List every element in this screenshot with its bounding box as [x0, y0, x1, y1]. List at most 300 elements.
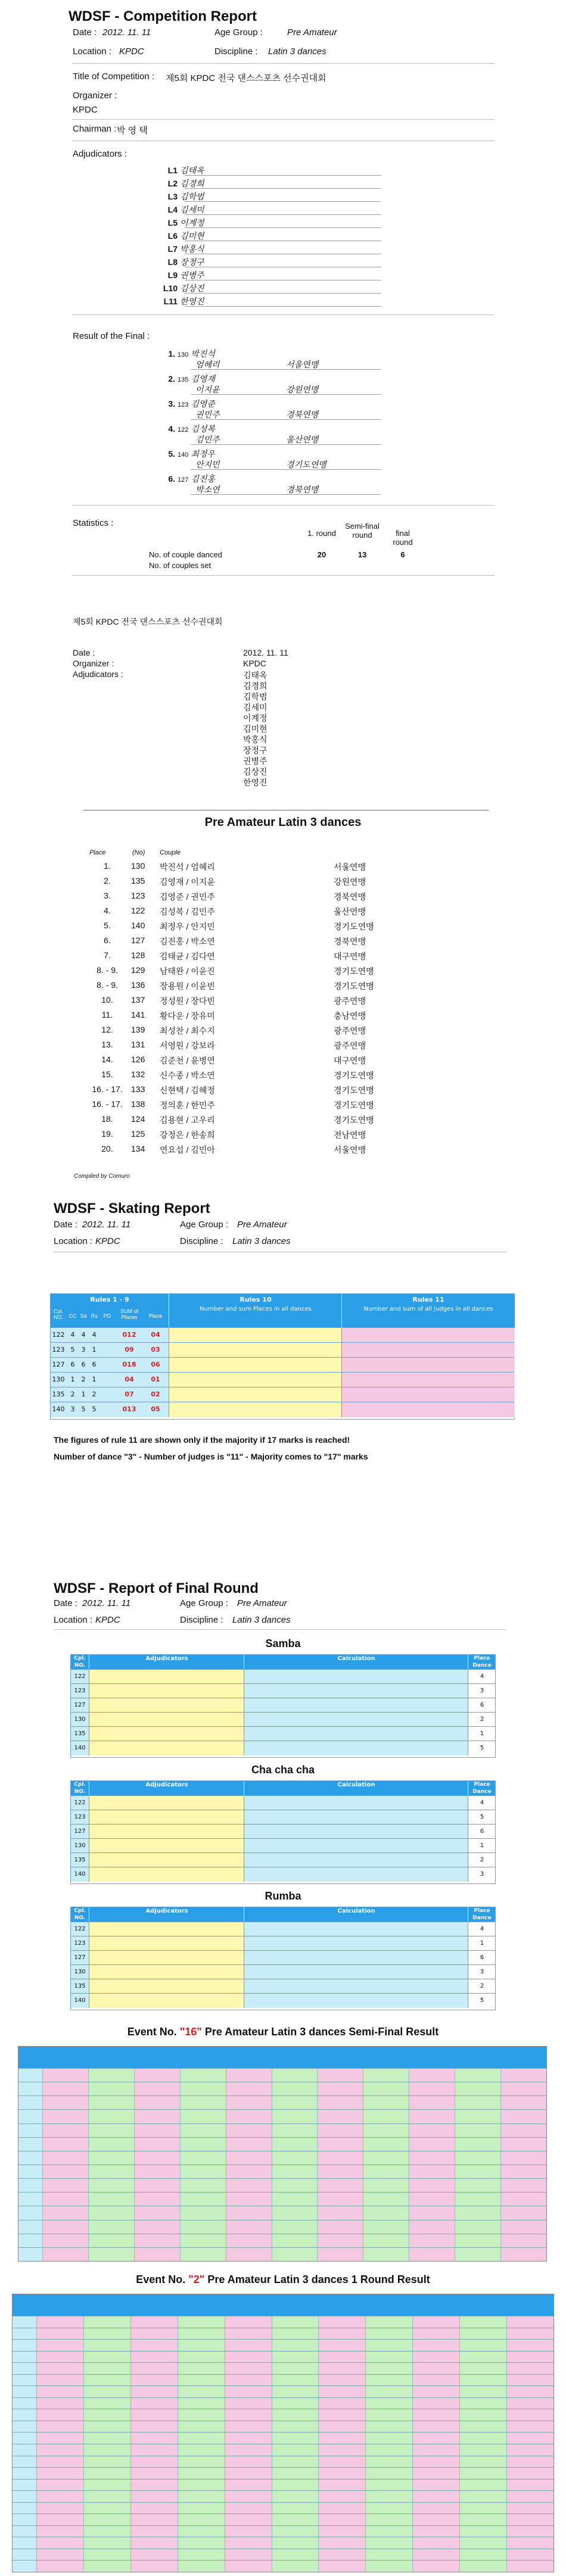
grid-cell	[130, 2468, 178, 2480]
adjudicator-name: 김세미	[180, 205, 204, 214]
grid-cell	[506, 2363, 553, 2375]
skating-sa: 6	[81, 1361, 86, 1368]
grid-cell	[363, 2124, 409, 2138]
result-place: 20.	[101, 1144, 113, 1153]
grid-cell	[83, 2444, 130, 2456]
grid-cell	[365, 2398, 412, 2410]
grid-cell	[412, 2549, 459, 2561]
skating-place: 04	[151, 1331, 160, 1339]
grid-row	[18, 2234, 546, 2248]
grid-row	[13, 2397, 553, 2410]
dance-row-place: 3	[468, 1867, 496, 1882]
dance-row-place: 3	[468, 1965, 496, 1979]
dance-row-place: 1	[468, 1936, 496, 1951]
grid-cell	[500, 2165, 546, 2179]
grid-cell	[130, 2480, 178, 2491]
grid-cell	[83, 2537, 130, 2549]
grid-cell	[459, 2421, 506, 2433]
dance-name: Rumba	[265, 1890, 301, 1902]
result-place: 12.	[101, 1025, 113, 1034]
grid-cell	[317, 2248, 363, 2262]
grid-row-no	[18, 2248, 42, 2262]
grid-cell	[225, 2409, 272, 2421]
grid-cell	[365, 2432, 412, 2444]
grid-cell	[134, 2096, 180, 2110]
grid-cell	[130, 2526, 178, 2538]
grid-cell	[130, 2456, 178, 2468]
dance-row-calc	[244, 1994, 468, 2008]
grid-row-no	[13, 2398, 36, 2410]
grid-cell	[88, 2206, 134, 2220]
skating-cc: 4	[70, 1331, 75, 1339]
round1-event-no: "2"	[188, 2274, 205, 2285]
skating-place: 01	[151, 1376, 160, 1383]
dance-row-place: 2	[468, 1853, 496, 1867]
grid-cell	[318, 2480, 365, 2491]
skating-ru: 6	[92, 1361, 97, 1368]
skating-sa: 1	[81, 1390, 86, 1398]
grid-cell	[409, 2151, 455, 2165]
dance-row-no: 135	[71, 1727, 89, 1741]
grid-cell	[36, 2480, 83, 2491]
competition-report	[0, 0, 566, 595]
grid-cell	[272, 2110, 318, 2123]
grid-cell	[459, 2561, 506, 2572]
grid-cell	[459, 2363, 506, 2375]
discipline-label: Discipline :	[214, 46, 258, 57]
grid-cell	[180, 2138, 226, 2151]
final-place: 2.	[168, 374, 175, 383]
result-no: 132	[131, 1069, 145, 1079]
result-no: 137	[131, 995, 145, 1005]
skating-age-label: Age Group :	[180, 1220, 228, 1230]
grid-cell	[178, 2316, 225, 2328]
event-adjudicator-name: 한영진	[243, 778, 268, 787]
dance-row-no: 122	[71, 1922, 89, 1936]
dance-row-no: 122	[71, 1670, 89, 1684]
rules10-cells	[169, 1328, 342, 1343]
result-team: 경기도연맹	[334, 981, 374, 991]
grid-cell	[500, 2248, 546, 2262]
grid-header	[13, 2294, 553, 2316]
result-team: 전남연맹	[334, 1130, 366, 1140]
dance-name: Cha cha cha	[251, 1764, 315, 1776]
grid-cell	[272, 2328, 319, 2340]
grid-cell	[226, 2179, 272, 2193]
dance-name: Samba	[265, 1638, 301, 1649]
grid-cell	[83, 2561, 130, 2572]
final-name-2: 박소연	[195, 485, 220, 494]
result-names: 강정은 / 한송희	[160, 1130, 215, 1140]
skating-row	[51, 1342, 514, 1358]
result-team: 강원연맹	[334, 877, 366, 887]
result-team: 경기도연맹	[334, 966, 374, 976]
skating-ru: 1	[92, 1376, 97, 1383]
divider	[54, 1629, 506, 1630]
dance-row-place: 4	[468, 1922, 496, 1936]
grid-row	[13, 2374, 553, 2387]
result-names: 장용원 / 이윤빈	[160, 981, 215, 991]
skating-note-1: The figures of rule 11 are shown only if the majority if 17 marks is reached!	[54, 1435, 350, 1445]
dance-row	[71, 1824, 495, 1839]
grid-row	[18, 2082, 546, 2096]
grid-cell	[500, 2138, 546, 2151]
col-place-dance: Place Dance	[468, 1907, 496, 1922]
grid-cell	[412, 2526, 459, 2538]
skating-row	[51, 1372, 514, 1387]
skating-ru: 2	[92, 1390, 97, 1398]
dance-row	[71, 1669, 495, 1684]
grid-row-no	[13, 2503, 36, 2515]
dance-row-calc	[244, 1936, 468, 1951]
grid-cell	[412, 2491, 459, 2503]
grid-cell	[459, 2409, 506, 2421]
skating-row-main	[51, 1373, 169, 1387]
grid-cell	[178, 2549, 225, 2561]
grid-cell	[272, 2193, 318, 2206]
grid-cell	[225, 2503, 272, 2515]
grid-cell	[36, 2456, 83, 2468]
final-team: 경북연맹	[286, 485, 319, 494]
result-team: 경기도연맹	[334, 922, 374, 931]
grid-cell	[459, 2537, 506, 2549]
grid-cell	[455, 2096, 500, 2110]
grid-cell	[318, 2386, 365, 2398]
stat-header-round1: 1. round	[307, 529, 336, 538]
dance-row-place: 5	[468, 1810, 496, 1825]
adjudicator-row	[155, 217, 204, 229]
dance-row	[71, 1867, 495, 1882]
skating-discipline-label: Discipline :	[180, 1236, 223, 1246]
grid-cell	[178, 2409, 225, 2421]
grid-cell	[36, 2526, 83, 2538]
grid-cell	[83, 2480, 130, 2491]
dance-row	[71, 1795, 495, 1810]
grid-cell	[225, 2328, 272, 2340]
dance-row-no: 135	[71, 1979, 89, 1994]
grid-row-no	[13, 2386, 36, 2398]
grid-cell	[225, 2352, 272, 2363]
grid-cell	[500, 2110, 546, 2123]
grid-cell	[317, 2179, 363, 2193]
dance-row-place: 6	[468, 1951, 496, 1965]
result-team: 서울연맹	[334, 862, 366, 872]
grid-cell	[412, 2561, 459, 2572]
grid-cell	[180, 2165, 226, 2179]
adjudicators-label: Adjudicators :	[73, 149, 127, 159]
dance-row-marks	[89, 1727, 244, 1741]
grid-row	[18, 2220, 546, 2234]
grid-cell	[412, 2398, 459, 2410]
grid-cell	[365, 2444, 412, 2456]
grid-cell	[134, 2234, 180, 2248]
semi-event-no: "16"	[179, 2026, 202, 2038]
final-underline	[191, 469, 381, 470]
grid-cell	[83, 2352, 130, 2363]
grid-row-no	[18, 2124, 42, 2138]
grid-row	[13, 2502, 553, 2515]
skating-ru: 4	[92, 1331, 97, 1339]
result-no: 135	[131, 876, 145, 885]
grid-cell	[412, 2480, 459, 2491]
grid-cell	[88, 2069, 134, 2082]
skating-cpl: 130	[52, 1376, 65, 1383]
skating-date-value: 2012. 11. 11	[82, 1220, 131, 1230]
rules11-cells	[341, 1358, 515, 1373]
result-names: 김영준 / 권민주	[160, 892, 215, 902]
divider	[71, 505, 495, 506]
result-names: 최성찬 / 최수지	[160, 1026, 215, 1036]
grid-cell	[130, 2340, 178, 2352]
grid-cell	[83, 2491, 130, 2503]
grid-cell	[317, 2221, 363, 2234]
grid-cell	[42, 2082, 88, 2096]
skating-cpl: 140	[52, 1405, 65, 1413]
skating-ru: 5	[92, 1405, 97, 1413]
grid-cell	[318, 2432, 365, 2444]
grid-row	[13, 2513, 553, 2526]
grid-cell	[455, 2069, 500, 2082]
grid-cell	[506, 2514, 553, 2526]
adjudicator-row	[155, 204, 204, 216]
adjudicator-row	[155, 230, 204, 242]
adjudicator-name: 한영진	[180, 297, 204, 306]
final-underline	[191, 394, 381, 395]
dance-row	[71, 1964, 495, 1979]
grid-cell	[506, 2328, 553, 2340]
grid-row-no	[13, 2340, 36, 2352]
grid-cell	[365, 2468, 412, 2480]
col-adjudicators: Adjudicators	[89, 1655, 244, 1669]
date-label: Date :	[73, 27, 97, 38]
grid-row-no	[13, 2549, 36, 2561]
final-round-report	[0, 1566, 566, 2019]
dance-row-calc	[244, 1922, 468, 1936]
grid-cell	[178, 2503, 225, 2515]
rules10-header: Rules 10	[169, 1294, 342, 1306]
col-sum: SUM of Places	[120, 1308, 138, 1320]
event-date-label: Date :	[73, 648, 95, 657]
rules19-subheader	[51, 1306, 169, 1327]
grid-row	[18, 2095, 546, 2110]
grid-cell	[225, 2456, 272, 2468]
grid-cell	[225, 2386, 272, 2398]
grid-cell	[272, 2363, 319, 2375]
grid-cell	[226, 2206, 272, 2220]
grid-cell	[83, 2468, 130, 2480]
grid-cell	[506, 2491, 553, 2503]
grid-cell	[412, 2432, 459, 2444]
grid-cell	[318, 2491, 365, 2503]
grid-cell	[178, 2444, 225, 2456]
final-name-2: 권민주	[195, 410, 220, 419]
grid-cell	[134, 2248, 180, 2262]
grid-cell	[134, 2151, 180, 2165]
grid-cell	[317, 2234, 363, 2248]
rules11-cells	[341, 1343, 515, 1358]
grid-cell	[272, 2549, 319, 2561]
grid-cell	[272, 2503, 319, 2515]
grid-cell	[365, 2549, 412, 2561]
adjudicator-code: L3	[167, 192, 178, 201]
grid-cell	[130, 2549, 178, 2561]
skating-sum: 04	[125, 1376, 134, 1383]
grid-row	[13, 2328, 553, 2340]
grid-cell	[459, 2432, 506, 2444]
grid-cell	[363, 2069, 409, 2082]
grid-row	[18, 2247, 546, 2262]
grid-cell	[134, 2165, 180, 2179]
dance-row-marks	[89, 1867, 244, 1882]
grid-row-no	[18, 2110, 42, 2123]
statistics-label: Statistics :	[73, 518, 114, 528]
grid-cell	[83, 2328, 130, 2340]
grid-cell	[178, 2468, 225, 2480]
result-names: 신현택 / 김혜정	[160, 1086, 215, 1095]
grid-cell	[130, 2386, 178, 2398]
grid-cell	[409, 2138, 455, 2151]
final-underline	[191, 444, 381, 445]
semi-final-grid	[18, 2046, 547, 2262]
skating-cpl: 122	[52, 1331, 65, 1339]
col-pd: PD	[103, 1313, 111, 1319]
grid-cell	[363, 2165, 409, 2179]
title-label: Title of Competition :	[73, 71, 154, 82]
result-no: 124	[131, 1114, 145, 1124]
grid-cell	[318, 2409, 365, 2421]
result-place: 7.	[104, 950, 111, 960]
adjudicator-row	[155, 269, 204, 281]
grid-cell	[272, 2234, 318, 2248]
grid-cell	[180, 2110, 226, 2123]
rules10-cells	[169, 1343, 342, 1358]
grid-cell	[134, 2206, 180, 2220]
skating-row-main	[51, 1402, 169, 1417]
grid-cell	[365, 2561, 412, 2572]
fr-date-label: Date :	[54, 1598, 78, 1608]
adjudicator-underline	[185, 175, 381, 176]
adjudicator-row	[155, 295, 204, 307]
event-date-value: 2012. 11. 11	[243, 648, 288, 657]
adjudicator-name: 박홍식	[180, 244, 204, 254]
grid-cell	[88, 2110, 134, 2123]
result-place: 8. - 9.	[97, 965, 118, 975]
grid-cell	[500, 2234, 546, 2248]
grid-cell	[412, 2444, 459, 2456]
grid-cell	[363, 2096, 409, 2110]
grid-cell	[178, 2456, 225, 2468]
grid-cell	[83, 2386, 130, 2398]
grid-cell	[88, 2096, 134, 2110]
adjudicator-row	[155, 177, 204, 189]
dance-row-marks	[89, 1670, 244, 1684]
grid-cell	[365, 2328, 412, 2340]
final-no: 122	[178, 426, 189, 434]
grid-cell	[409, 2069, 455, 2082]
final-row	[160, 373, 215, 385]
final-team: 경기도연맹	[286, 460, 326, 469]
grid-cell	[363, 2206, 409, 2220]
adjudicator-underline	[185, 306, 381, 307]
stat-header-final: final round	[393, 529, 413, 547]
skating-ru: 1	[92, 1346, 97, 1354]
grid-cell	[42, 2165, 88, 2179]
result-no: 127	[131, 935, 145, 945]
grid-cell	[272, 2151, 318, 2165]
result-place: 3.	[104, 891, 111, 900]
result-names: 연요섭 / 김민아	[160, 1145, 215, 1155]
adjudicator-name: 이계정	[180, 218, 204, 227]
result-names: 김용현 / 고우리	[160, 1115, 215, 1125]
grid-row-no	[13, 2375, 36, 2387]
grid-cell	[225, 2421, 272, 2433]
fr-location-value: KPDC	[95, 1615, 120, 1625]
event-adjudicators-label: Adjudicators :	[73, 669, 123, 679]
stat-danced-final: 6	[400, 550, 405, 559]
col-place-dance: Place Dance	[468, 1655, 496, 1669]
grid-cell	[272, 2352, 319, 2363]
grid-row-no	[18, 2165, 42, 2179]
dance-row	[71, 1683, 495, 1698]
grid-cell	[225, 2480, 272, 2491]
grid-cell	[88, 2248, 134, 2262]
grid-cell	[500, 2193, 546, 2206]
grid-row-no	[18, 2151, 42, 2165]
grid-cell	[500, 2206, 546, 2220]
grid-cell	[180, 2124, 226, 2138]
adjudicator-code: L4	[167, 205, 178, 214]
result-names: 김영재 / 이지윤	[160, 877, 215, 887]
grid-cell	[318, 2537, 365, 2549]
col-adjudicators: Adjudicators	[89, 1781, 244, 1795]
event-adjudicator-name: 박홍식	[243, 735, 268, 744]
dance-row-place: 3	[468, 1684, 496, 1698]
skating-row-main	[51, 1328, 169, 1343]
semi-final-result	[0, 2019, 566, 2269]
semi-title-post: Pre Amateur Latin 3 dances Semi-Final Result	[201, 2026, 439, 2038]
dance-row-calc	[244, 1965, 468, 1979]
grid-cell	[83, 2456, 130, 2468]
dance-row-calc	[244, 1713, 468, 1727]
grid-cell	[506, 2375, 553, 2387]
event-adjudicator-name: 김상진	[243, 767, 268, 776]
grid-cell	[36, 2537, 83, 2549]
grid-cell	[409, 2193, 455, 2206]
fr-age-value: Pre Amateur	[237, 1598, 287, 1608]
dance-row-marks	[89, 1741, 244, 1755]
grid-cell	[272, 2316, 319, 2328]
grid-row	[13, 2560, 553, 2572]
chairman-value: 박 영 택	[117, 126, 148, 136]
grid-cell	[272, 2248, 318, 2262]
dance-row-place: 2	[468, 1713, 496, 1727]
result-team: 대구연맹	[334, 952, 366, 961]
result-names: 정성원 / 장다빈	[160, 996, 215, 1006]
grid-cell	[459, 2386, 506, 2398]
event-title: 제5회 KPDC 전국 댄스스포츠 선수권대회	[73, 617, 223, 626]
result-team: 서울연맹	[334, 1145, 366, 1155]
grid-cell	[180, 2179, 226, 2193]
grid-cell	[455, 2234, 500, 2248]
grid-cell	[412, 2537, 459, 2549]
grid-cell	[130, 2444, 178, 2456]
dance-row-marks	[89, 1839, 244, 1853]
adjudicator-underline	[185, 227, 381, 228]
final-no: 140	[178, 451, 189, 459]
grid-cell	[409, 2179, 455, 2193]
grid-cell	[225, 2316, 272, 2328]
final-name-2: 엄혜리	[195, 360, 220, 369]
